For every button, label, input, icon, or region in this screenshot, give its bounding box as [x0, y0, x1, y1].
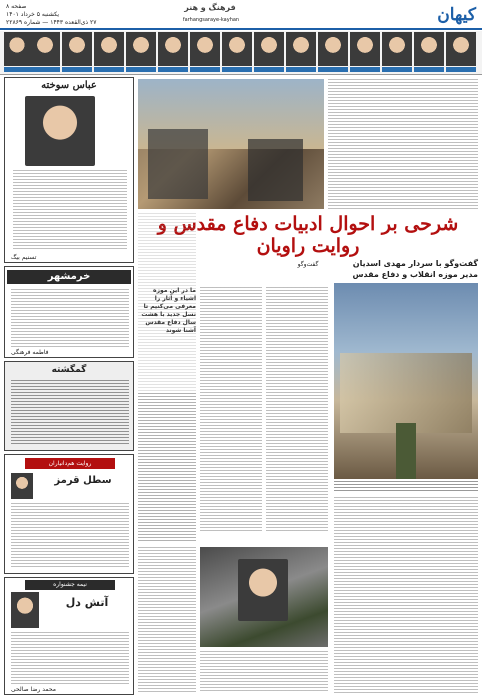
body-col-3: [266, 287, 328, 532]
portrait: [190, 32, 220, 74]
box3-text: [11, 380, 129, 446]
poem2-text: [11, 289, 129, 347]
portrait: [350, 32, 380, 74]
box5-text: [11, 632, 129, 684]
box4-text: [11, 503, 129, 569]
poem1-title: عباس سوخته: [41, 80, 97, 91]
box5-tag: نیمه جشنواره: [25, 580, 115, 590]
portrait: [414, 32, 444, 74]
portrait: [62, 32, 92, 74]
subhead: گفت‌وگو با سردار مهدی اسدیان: [352, 259, 478, 268]
portrait: [158, 32, 188, 74]
body-col-1b: [138, 393, 196, 543]
portrait-strip: [0, 31, 482, 75]
poem2-author: فاطمه فرهنگی: [11, 349, 49, 356]
box4-title: روایت هم‌دانیاران: [25, 458, 115, 469]
poem2-box: [4, 266, 134, 358]
portrait: [254, 32, 284, 74]
section-logo: فرهنگ و هنر: [184, 3, 236, 12]
logo[interactable]: کیهان: [437, 5, 476, 25]
body-col-4: [334, 497, 478, 693]
body-col-2: [200, 287, 262, 532]
portrait: [126, 32, 156, 74]
portrait: [382, 32, 412, 74]
main: [138, 77, 478, 695]
portrait: [286, 32, 316, 74]
page-number: صفحه ۸: [6, 3, 27, 10]
box3: [4, 361, 134, 451]
issue-line: ۲۷ ذی‌القعده ۱۴۴۳ — شماره ۲۲۸۶۹: [6, 19, 97, 26]
date-line: یکشنبه ۵ خرداد ۱۴۰۱: [6, 11, 60, 18]
box5-footer: محمد رضا صالحی: [11, 686, 56, 693]
box5-title: آتش دل: [65, 596, 109, 609]
headline: شرحی بر احوال ادبیات دفاع مقدس و روایت راویان: [157, 213, 459, 257]
box4: [4, 454, 134, 574]
pullquote: ما در این موزه اشیاء و آثار را معرفی می‌کنیم تا نسل جدید با هشت سال دفاع مقدس آشنا شوند: [141, 287, 196, 334]
portrait: [222, 32, 252, 74]
box5: [4, 577, 134, 695]
portrait: [94, 32, 124, 74]
poem2-title: خرمشهر: [7, 270, 131, 284]
body-col-6: [200, 651, 328, 693]
poem1-author: تسنیم بیگ: [11, 254, 37, 261]
poem1-photo: [25, 96, 95, 166]
subhead2: مدیر موزه انقلاب و دفاع مقدس: [352, 270, 478, 279]
sidebar: [4, 77, 134, 695]
portrait: [4, 32, 30, 74]
box5-photo: [11, 592, 39, 628]
box3-title: گمگشته: [51, 365, 87, 375]
masthead: [0, 0, 482, 30]
box4-photo: [11, 473, 33, 499]
intro-text: [328, 79, 478, 209]
poem1-box: [4, 77, 134, 263]
box4-subtitle: سطل قرمز: [54, 475, 112, 486]
poem1-text: [13, 170, 127, 250]
main-photo: [138, 79, 324, 209]
kicker: گفت‌وگو: [297, 261, 319, 268]
body-col-5: [138, 547, 196, 693]
portrait: [446, 32, 476, 74]
museum-photo: [334, 283, 478, 479]
portrait: [318, 32, 348, 74]
portrait-photo: [200, 547, 328, 647]
museum-caption: [334, 481, 478, 493]
website: farhangsaraye-kayhan: [182, 17, 240, 23]
portrait: [30, 32, 60, 74]
